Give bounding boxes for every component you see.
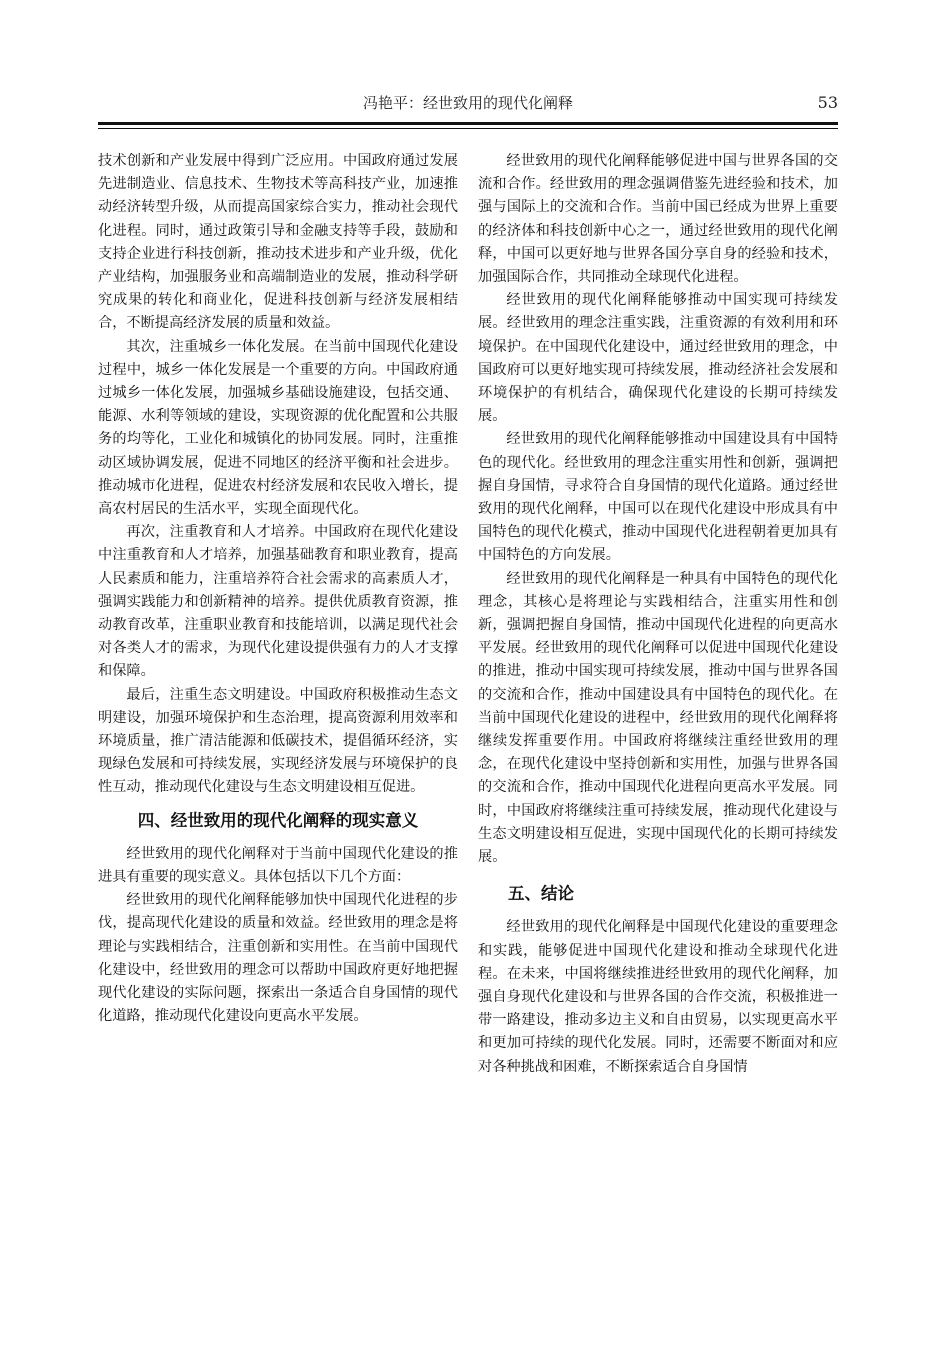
paragraph: 经世致用的现代化阐释对于当前中国现代化建设的推进具有重要的现实意义。具体包括以下几个方面： (98, 845, 458, 885)
paragraph: 技术创新和产业发展中得到广泛应用。中国政府通过发展先进制造业、信息技术、生物技术等高科技产业，加速推动经济转型升级，从而提高国家综合实力，推动社会现代化进程。同时，通过政策引导和金融支持等手段，鼓励和支持企业进行科技创新，推动技术进步和产业升级，优化产业结构，加强服务业和高端制造业的发展，推动科学研究成果的转化和商业化，促进科技创新与经济发展相结合，不断提高经济发展的质量和效益。 (98, 153, 458, 332)
paragraph: 再次，注重教育和人才培养。中国政府在现代化建设中注重教育和人才培养，加强基础教育和职业教育，提高人民素质和能力，注重培养符合社会需求的高素质人才，强调实践能力和创新精神的培养。提供优质教育资源，推动教育改革，注重职业教育和技能培训，以满足现代社会对各类人才的需求，为现代化建设提供强有力的人才支撑和保障。 (98, 524, 458, 680)
running-title: 冯艳平：经世致用的现代化阐释 (362, 94, 573, 112)
section-heading: 四、经世致用的现代化阐释的现实意义 (137, 810, 419, 830)
header-rule-thin (98, 128, 838, 129)
section-heading: 五、结论 (508, 884, 574, 904)
right-column (478, 150, 838, 1079)
paragraph: 经世致用的现代化阐释能够促进中国与世界各国的交流和合作。经世致用的理念强调借鉴先进经验和技术，加强与国际上的交流和合作。当前中国已经成为世界上重要的经济体和科技创新中心之一，通过经世致用的现代化阐释，中国可以更好地与世界各国分享自身的经验和技术，加强国际合作，共同推动全球现代化进程。 (478, 153, 838, 286)
paragraph: 经世致用的现代化阐释能够推动中国建设具有中国特色的现代化。经世致用的理念注重实用性和创新，强调把握自身国情，寻求符合自身国情的现代化道路。通过经世致用的现代化阐释，中国可以在现代化建设中形成具有中国特色的现代化模式，推动中国现代化进程朝着更加具有中国特色的方向发展。 (478, 431, 838, 564)
paragraph: 最后，注重生态文明建设。中国政府积极推动生态文明建设，加强环境保护和生态治理，提高资源利用效率和环境质量，推广清洁能源和低碳技术，提倡循环经济，实现绿色发展和可持续发展，实现经济发展与环境保护的良性互动，推动现代化建设与生态文明建设相互促进。 (98, 686, 458, 796)
paragraph: 经世致用的现代化阐释能够加快中国现代化进程的步伐，提高现代化建设的质量和效益。经世致用的理念是将理论与实践相结合，注重创新和实用性。在当前中国现代化建设中，经世致用的理念可以帮助中国政府更好地把握现代化建设的实际问题，探索出一条适合自身国情的现代化道路，推动现代化建设向更高水平发展。 (98, 892, 458, 1025)
running-head (98, 88, 838, 118)
paragraph: 经世致用的现代化阐释是一种具有中国特色的现代化理念，其核心是将理论与实践相结合，注重实用性和创新，强调把握自身国情，推动中国现代化进程的向更高水平发展。经世致用的现代化阐释可以促进中国现代化建设的推进，推动中国实现可持续发展，推动中国与世界各国的交流和合作，推动中国建设具有中国特色的现代化。在当前中国现代化建设的进程中，经世致用的现代化阐释将继续发挥重要作用。中国政府将继续注重经世致用的理念，在现代化建设中坚持创新和实用性，加强与世界各国的交流和合作，推动中国现代化进程向更高水平发展。同时，中国政府将继续注重可持续发展，推动现代化建设与生态文明建设相互促进，实现中国现代化的长期可持续发展。 (478, 570, 838, 866)
header-rule-thick (98, 122, 838, 125)
page-number: 53 (817, 93, 838, 112)
paragraph: 其次，注重城乡一体化发展。在当前中国现代化建设过程中，城乡一体化发展是一个重要的方向。中国政府通过城乡一体化发展，加强城乡基础设施建设，包括交通、能源、水利等领域的建设，实现资源的优化配置和公共服务的均等化，工业化和城镇化的协同发展。同时，注重推动区域协调发展，促进不同地区的经济平衡和社会进步。推动城市化进程，促进农村经济发展和农民收入增长，提高农村居民的生活水平，实现全面现代化。 (98, 338, 458, 518)
left-column (98, 150, 458, 1028)
paragraph: 经世致用的现代化阐释是中国现代化建设的重要理念和实践，能够促进中国现代化建设和推动全球现代化进程。在未来，中国将继续推进经世致用的现代化阐释，加强自身现代化建设和与世界各国的合作交流，积极推进一带一路建设，推动多边主义和自由贸易，以实现更高水平和更加可持续的现代化发展。同时，还需要不断面对和应对各种挑战和困难，不断探索适合自身国情 (478, 919, 838, 1075)
paragraph: 经世致用的现代化阐释能够推动中国实现可持续发展。经世致用的理念注重实践，注重资源的有效利用和环境保护。在中国现代化建设中，通过经世致用的理念，中国政府可以更好地实现可持续发展，推动经济社会发展和环境保护的有机结合，确保现代化建设的长期可持续发展。 (478, 292, 838, 425)
